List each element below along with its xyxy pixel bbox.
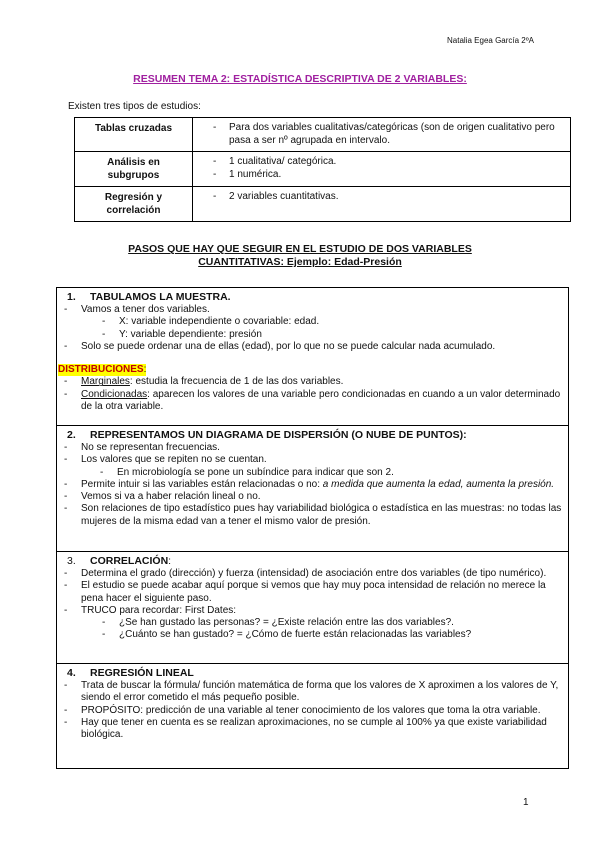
list-item: Solo se puede ordenar una de ellas (edad), por lo que no se puede calcular nada acumulado. — [81, 340, 496, 352]
table-row — [75, 118, 571, 152]
list-item: TRUCO para recordar: First Dates: — [81, 604, 237, 616]
study-type-description: - Para dos variables cualitativas/categóricas (son de origen cualitativo pero pasa a ser nº agrupada en intervalo. — [193, 118, 571, 152]
section-title: TABULAMOS LA MUESTRA. — [90, 291, 231, 303]
sub-item: En microbiología se pone un subíndice para indicar que son 2. — [117, 466, 394, 478]
steps-heading-line: CUANTITATIVAS: Ejemplo: Edad-Presión — [198, 256, 402, 268]
list-item: El estudio se puede acabar aquí porque si vemos que hay muy poca intensidad de relación no merece la pena hacer el siguiente paso. — [81, 580, 546, 604]
document-title: RESUMEN TEMA 2: ESTADÍSTICA DESCRIPTIVA DE 2 VARIABLES: — [133, 73, 467, 85]
study-types-table — [74, 117, 571, 222]
sub-item: ¿Se han gustado las personas? = ¿Existe relación entre las dos variables?. — [119, 617, 454, 629]
study-type-item: 2 variables cuantitativas. — [229, 191, 339, 202]
section-title: CORRELACIÓN — [90, 555, 169, 567]
section-number: 1. — [67, 291, 76, 303]
table-row — [75, 187, 571, 222]
study-type-item: Para dos variables cualitativas/categóricas (son de origen cualitativo pero pasa a ser nº agrupada en intervalo. — [229, 122, 555, 146]
list-item: Vemos si va a haber relación lineal o no. — [81, 491, 261, 503]
study-type-item: 1 numérica. — [229, 168, 282, 180]
sub-item: X: variable independiente o covariable: edad. — [119, 316, 320, 328]
section-number: 4. — [67, 667, 76, 679]
study-type-item: 1 cualitativa/ categórica. — [229, 156, 337, 167]
page-number: 1 — [523, 797, 529, 808]
sub-item: ¿Cuánto se han gustado? = ¿Cómo de fuerte están relacionadas las variables? — [119, 629, 472, 641]
list-item: PROPÓSITO: predicción de una variable al tener conocimiento de los valores que toma la otra variable. — [81, 704, 541, 716]
study-type-description: - 1 cualitativa/ categórica. - 1 numérica. — [193, 152, 571, 187]
study-type-name: Regresión y correlación — [75, 187, 193, 222]
list-item: Los valores que se repiten no se cuentan. — [81, 454, 267, 466]
list-item: Vamos a tener dos variables. — [81, 304, 210, 315]
study-type-name: Tablas cruzadas — [75, 118, 193, 152]
distributions-colon: : — [143, 364, 147, 376]
author-name: Natalia Egea García 2ºA — [447, 36, 534, 45]
section-linear-regression: 4. REGRESIÓN LINEAL - Trata de buscar la fórmula/ función matemática de forma que los valores de X aproximen a los valores de Y, siendo el error cometido el más pequeño posible. - PROPÓSITO: predicción de una variable al tener conocimiento de los valores que toma la otra variable. - Hay que tener en cuenta es se realizan aproximaciones, no se cumple al 100% ya que existe variabilidad biológica. — [56, 663, 569, 769]
list-item: Son relaciones de tipo estadístico pues hay variabilidad biológica o estadística en las muestras: no todas las mujeres de la misma edad van a tener el mismo valor de presión. — [81, 503, 562, 527]
list-item: Condicionadas: aparecen los valores de una variable pero condicionadas en cuando a un valor determinado de la otra variable. — [81, 388, 561, 413]
section-title: REGRESIÓN LINEAL — [90, 667, 194, 679]
steps-heading-line: PASOS QUE HAY QUE SEGUIR EN EL ESTUDIO DE DOS VARIABLES — [128, 243, 472, 255]
list-item: No se representan frecuencias. — [81, 442, 220, 453]
section-title: REPRESENTAMOS UN DIAGRAMA DE DISPERSIÓN (O NUBE DE PUNTOS): — [90, 429, 467, 441]
section-scatter-diagram: 2. REPRESENTAMOS UN DIAGRAMA DE DISPERSIÓN (O NUBE DE PUNTOS): - No se representan frecuencias. - Los valores que se repiten no se cuentan. - En microbiología se pone un subíndice para indicar que son 2. - Permite intuir si las variables están relacionadas o no: a medida que aumenta la edad, aumenta la presión. - Vemos si va a haber relación lineal o no. - Son relaciones de tipo estadístico pues hay variabilidad biológica o estadística en las muestras: no todas las mujeres de la misma edad van a tener el mismo valor de presión. — [56, 425, 569, 551]
section-number: 2. — [67, 429, 76, 441]
italic-example: a medida que aumenta la edad, aumenta la presión. — [322, 478, 555, 490]
study-type-description: - 2 variables cuantitativas. — [193, 187, 571, 222]
list-item: Trata de buscar la fórmula/ función matemática de forma que los valores de X aproximen a los valores de Y, siendo el error cometido el más pequeño posible. — [81, 680, 559, 704]
study-type-name: Análisis en subgrupos — [75, 152, 193, 187]
term-marginales: Marginales — [81, 376, 130, 388]
distributions-label: DISTRIBUCIONES — [58, 364, 144, 376]
list-item: Permite intuir si las variables están relacionadas o no: a medida que aumenta la edad, aumenta la presión. — [81, 478, 555, 490]
list-item: Marginales: estudia la frecuencia de 1 de las dos variables. — [81, 376, 344, 388]
table-row — [75, 152, 571, 187]
term-condicionadas: Condicionadas — [81, 388, 148, 400]
section-number: 3. — [67, 555, 76, 567]
steps-heading — [0, 243, 600, 269]
section-correlation: 3. CORRELACIÓN: - Determina el grado (dirección) y fuerza (intensidad) de asociación entre dos variables (de tipo numérico). - El estudio se puede acabar aquí porque si vemos que hay muy poca intensidad de relación no merece la pena hacer el siguiente paso. - TRUCO para recordar: First Dates: - ¿Se han gustado las personas? = ¿Existe relación entre las dos variables?. - ¿Cuánto se han gustado? = ¿Cómo de fuerte están relacionadas las variables? — [56, 551, 569, 663]
intro-text: Existen tres tipos de estudios: — [68, 101, 201, 112]
list-item: Hay que tener en cuenta es se realizan aproximaciones, no se cumple al 100% ya que existe variabilidad biológica. — [81, 716, 547, 741]
sub-item: Y: variable dependiente: presión — [119, 328, 262, 340]
list-item: Determina el grado (dirección) y fuerza (intensidad) de asociación entre dos variables (de tipo numérico). — [81, 568, 547, 579]
section-tabulate: 1. TABULAMOS LA MUESTRA. - Vamos a tener dos variables. - X: variable independiente o covariable: edad. - Y: variable dependiente: presión - Solo se puede ordenar una de ellas (edad), por lo que no se puede calcular nada acumulado. DISTRIBUCIONES : - Marginales: estudia la frecuencia de 1 de las dos variables. - Condicionadas: aparecen los valores de una variable pero condicionadas en cuando a un valor determinado de la otra variable. — [56, 287, 569, 425]
